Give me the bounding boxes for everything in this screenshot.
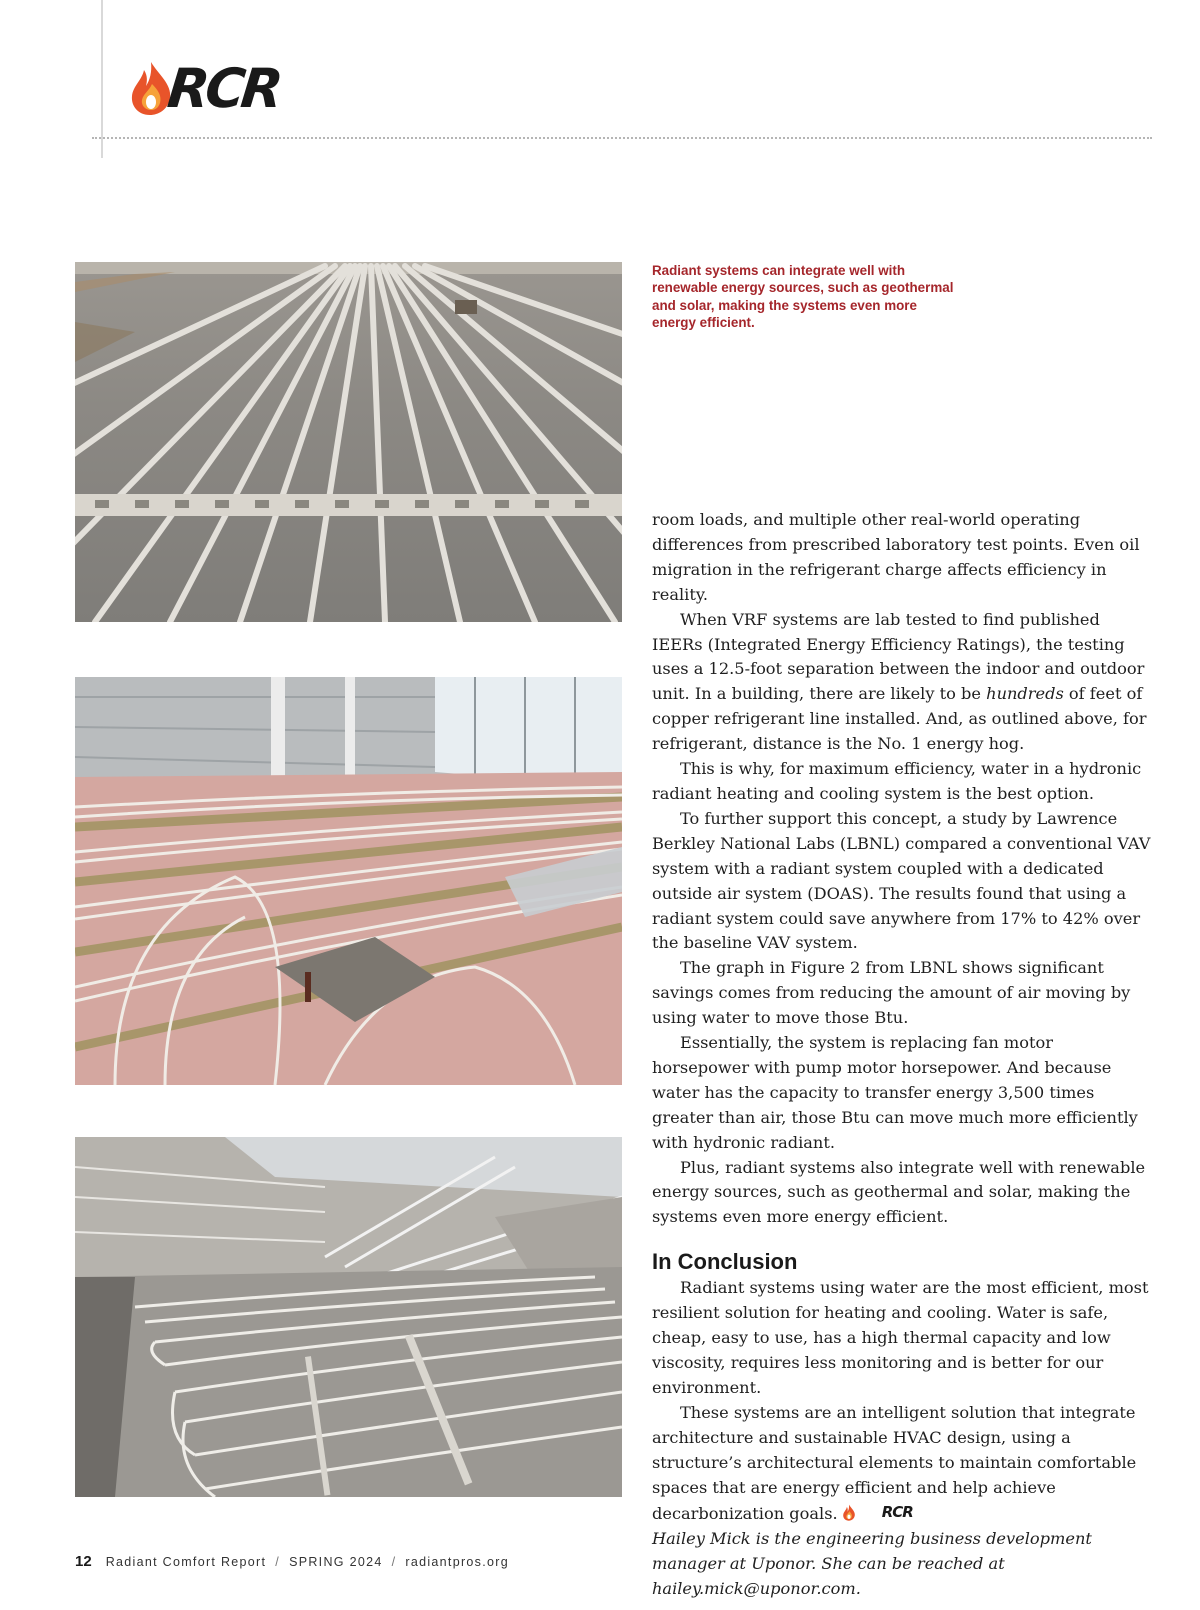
author-bio: Hailey Mick is the engineering business development manager at Uponor. She can be reached at hailey.mick@uponor.com. [652,1529,1092,1599]
paragraph: Essentially, the system is replacing fan motor horsepower with pump motor horsepower. And because water has the capacity to transfer energy 3,500 times greater than air, those Btu can move much more efficiently with hydronic radiant. [652,1033,1138,1152]
page-footer [75,1553,509,1570]
paragraph: Plus, radiant systems also integrate well with renewable energy sources, such as geothermal and solar, making the systems even more energy efficient. [652,1157,1146,1227]
publication-name: Radiant Comfort Report [105,1555,267,1569]
header-dotted-divider [92,137,1152,139]
paragraph: The graph in Figure 2 from LBNL shows significant savings comes from reducing the amount of air moving by using water to move those Btu. [652,958,1131,1028]
website-link[interactable]: radiantpros.org [405,1555,509,1569]
header-vertical-rule [101,0,103,158]
paragraph: This is why, for maximum efficiency, water in a hydronic radiant heating and cooling system is the best option. [652,759,1142,803]
page-number: 12 [75,1553,92,1570]
paragraph: Radiant systems using water are the most efficient, most resilient solution for heating and cooling. Water is safe, cheap, easy to use, has a high thermal capacity and low viscosity, requires less monitoring and is better for our environment. [652,1278,1149,1397]
issue-label: SPRING 2024 [289,1555,383,1569]
photo-tubing-atrium-slab [75,1137,622,1497]
rcr-logo [128,56,283,120]
end-of-article-logo: RCR [842,1500,913,1525]
photo-caption: Radiant systems can integrate well with renewable energy sources, such as geothermal and solar, making the systems even more energy efficient. [652,263,954,331]
section-heading: In Conclusion [652,1249,798,1275]
paragraph: To further support this concept, a study by Lawrence Berkley National Labs (LBNL) compared a conventional VAV system with a radiant system coupled with a dedicated outside air system (DOAS). The results found that using a radiant system could save anywhere from 17% to 42% over the baseline VAV system. [652,808,1151,953]
paragraph: When VRF systems are lab tested to find published IEERs (Integrated Energy Efficiency Ratings), the testing uses a 12.5-foot separation between the indoor and outdoor unit. In a building, there are likely to be hundreds of feet of copper refrigerant line installed. And, as outlined above, for refrigerant, distance is the No. 1 energy hog. [652,609,1147,754]
paragraph: room loads, and multiple other real-world operating differences from prescribed laboratory test points. Even oil migration in the refrigerant charge affects efficiency in reality. [652,510,1140,604]
photo-tubing-pink-insulation [75,677,622,1085]
logo-wordmark: RCR [164,56,283,120]
photo-tubing-concrete-deck [75,262,622,622]
article-body [652,508,1152,1602]
paragraph: These systems are an intelligent solution that integrate architecture and sustainable HVAC design, using a structure’s architectural elements to maintain comfortable spaces that are energy efficient and help achieve decarbonization goals. RCR [652,1402,1137,1524]
footer-separator: / [275,1555,281,1569]
footer-separator: / [391,1555,397,1569]
